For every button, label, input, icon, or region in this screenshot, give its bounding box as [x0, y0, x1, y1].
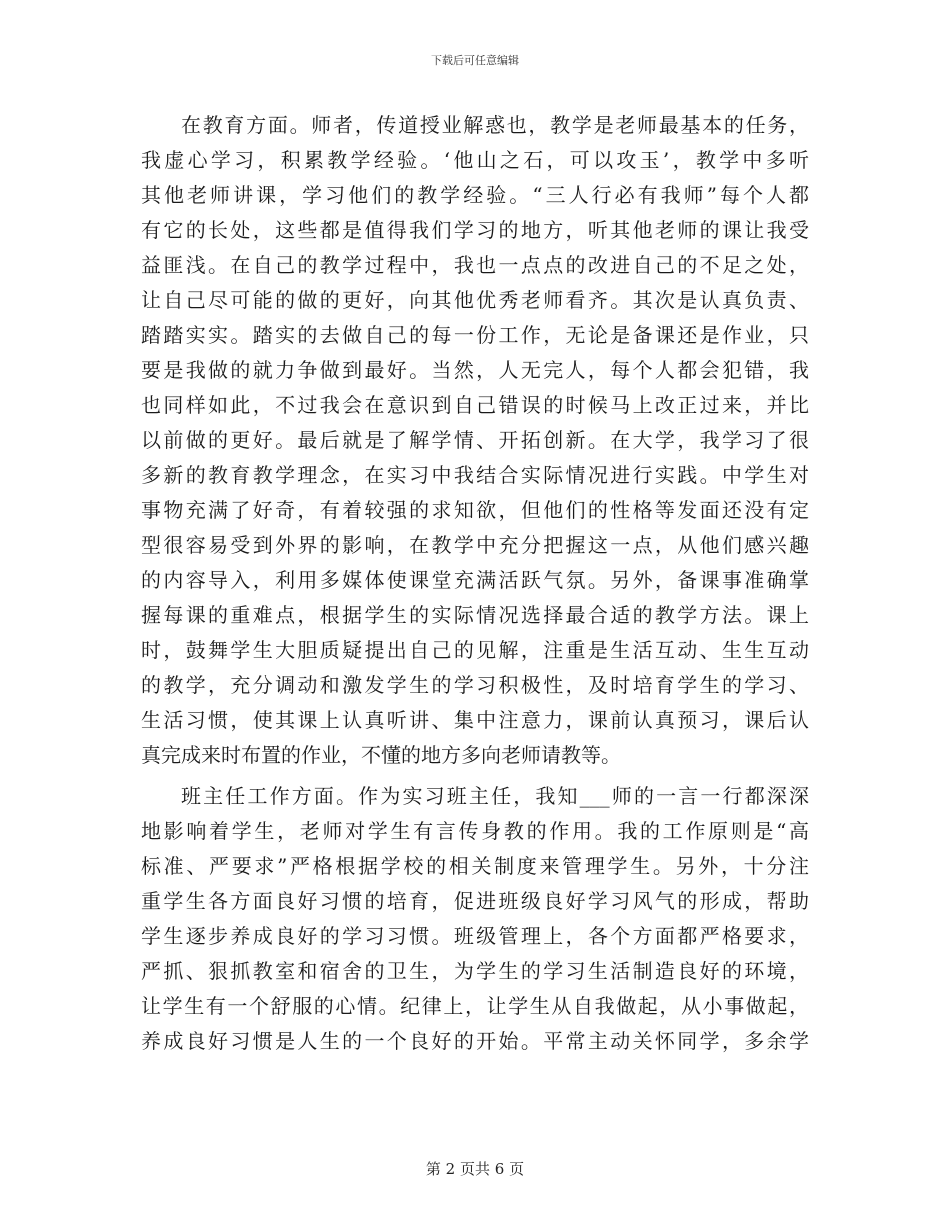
text-line: 事物充满了好奇，有着较强的求知欲，但他们的性格等发面还没有定	[141, 498, 809, 522]
text-line: 严抓、狠抓教室和宿舍的卫生，为学生的学习生活制造良好的环境，	[141, 959, 809, 983]
text-line: 要是我做的就力争做到最好。当然，人无完人，每个人都会犯错，我	[141, 358, 809, 382]
text-line: 让自己尽可能的做的更好，向其他优秀老师看齐。其次是认真负责、	[141, 288, 809, 312]
text-line: 在教育方面。师者，传道授业解惑也，教学是老师最基本的任务，	[181, 113, 809, 137]
text-line: 学生逐步养成良好的学习习惯。班级管理上，各个方面都严格要求，	[141, 924, 809, 948]
text-line: 型很容易受到外界的影响，在教学中充分把握这一点，从他们感兴趣	[141, 533, 809, 557]
text-line: 的教学，充分调动和激发学生的学习积极性，及时培育学生的学习、	[141, 673, 809, 697]
paragraph-teaching	[141, 108, 809, 773]
text-line: 握每课的重难点，根据学生的实际情况选择最合适的教学方法。课上	[141, 603, 809, 627]
text-line: 有它的长处，这些都是值得我们学习的地方，听其他老师的课让我受	[141, 218, 809, 242]
text-line: 重学生各方面良好习惯的培育，促进班级良好学习风气的形成，帮助	[141, 889, 809, 913]
text-line: 多新的教育教学理念，在实习中我结合实际情况进行实践。中学生对	[141, 463, 809, 487]
text-line: 标准、严要求”严格根据学校的相关制度来管理学生。另外，十分注	[141, 854, 809, 878]
text-line: 地影响着学生，老师对学生有言传身教的作用。我的工作原则是“高	[141, 819, 809, 843]
text-line: 我虚心学习，积累教学经验。‘他山之石，可以攻玉’，教学中多听	[141, 148, 809, 172]
text-line: 也同样如此，不过我会在意识到自己错误的时候马上改正过来，并比	[141, 393, 809, 417]
text-line: 班主任工作方面。作为实习班主任，我知___师的一言一行都深深	[181, 784, 809, 808]
text-line: 生活习惯，使其课上认真听讲、集中注意力，课前认真预习，课后认	[141, 708, 809, 732]
text-line: 的内容导入，利用多媒体使课堂充满活跃气氛。另外，备课事准确掌	[141, 568, 809, 592]
text-line: 踏踏实实。踏实的去做自己的每一份工作，无论是备课还是作业，只	[141, 323, 809, 347]
text-line: 以前做的更好。最后就是了解学情、开拓创新。在大学，我学习了很	[141, 428, 809, 452]
document-body	[141, 108, 809, 1059]
page-number: 第 2 页共 6 页	[425, 1160, 525, 1178]
text-line: 其他老师讲课，学习他们的教学经验。“三人行必有我师”每个人都	[141, 183, 809, 207]
text-line: 时，鼓舞学生大胆质疑提出自己的见解，注重是生活互动、生生互动	[141, 638, 809, 662]
text-line: 益匪浅。在自己的教学过程中，我也一点点的改进自己的不足之处，	[141, 253, 809, 277]
text-line: 养成良好习惯是人生的一个良好的开始。平常主动关怀同学，多余学	[141, 1029, 809, 1053]
text-line: 真完成来时布置的作业，不懂的地方多向老师请教等。	[141, 743, 621, 767]
text-line: 让学生有一个舒服的心情。纪律上，让学生从自我做起，从小事做起，	[141, 994, 809, 1018]
page-header: 下载后可任意编辑	[431, 54, 519, 67]
paragraph-class-management	[141, 779, 809, 1059]
